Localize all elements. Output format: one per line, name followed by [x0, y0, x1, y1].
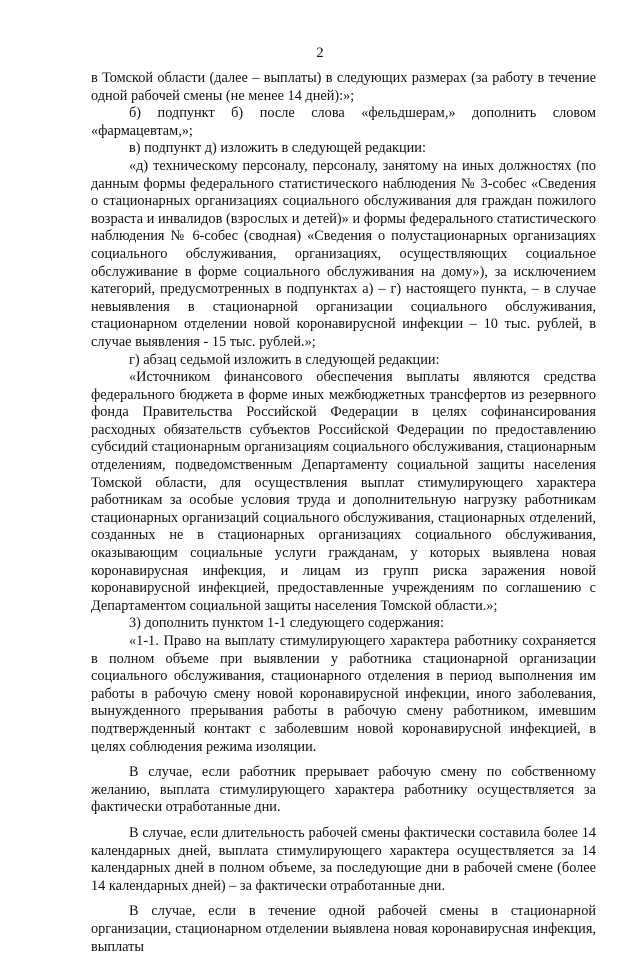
paragraph-quoted-subitem-d: «д) техническому персоналу, персоналу, занятому на иных должностях (по данным формы федерального статистического наблюдения № 3-собес «Сведения о стационарных организациях социального обслуживания для граждан пожилого возраста и инвалидов (взрослых и детей)» и формы федерального статистического наблюдения № 6-собес (сводная) «Сведения о полустационарных организациях социального обслуживания, организациях, осуществляющих социальное обслуживание в форме социального обслуживания на дому»), за исключением категорий, предусмотренных в подпунктах а) – г) настоящего пункта, – в случае невыявления в стационарной организации социального обслуживания, стационарном отделении новой коронавирусной инфекции – 10 тыс. рублей, в случае выявления - 15 тыс. рублей.»; [91, 157, 596, 350]
paragraph-item-3: 3) дополнить пунктом 1-1 следующего содержания: [129, 615, 444, 632]
paragraph-clause-1-1: «1-1. Право на выплату стимулирующего характера работнику сохраняется в полном объеме при выявлении у работника стационарной организации социального обслуживания, стационарного отделения в период выполнения им работы в рабочую смену новой коронавирусной инфекции, иного заболевания, вынужденного прерывания работы в рабочую смену работником, имевшим подтвержденный контакт с заболевшим новой коронавирусной инфекцией, в целях соблюдения режима изоляции. [91, 633, 596, 755]
paragraph-infection-detected: В случае, если в течение одной рабочей смены в стационарной организации, стационарном отделении выявлена новая коронавирусная инфекция, выплаты [91, 903, 596, 955]
paragraph-subitem-b: б) подпункт б) после слова «фельдшерам,» дополнить словом «фармацевтам,»; [91, 105, 596, 139]
page-number: 2 [316, 45, 324, 61]
document-body [91, 70, 596, 956]
paragraph-continuation: в Томской области (далее – выплаты) в следующих размерах (за работу в течение одной рабочей смены (не менее 14 дней):»; [91, 70, 596, 104]
paragraph-funding-source: «Источником финансового обеспечения выплаты являются средства федерального бюджета в форме иных межбюджетных трансфертов из резервного фонда Правительства Российской Федерации в целях софинансирования расходных обязательств субъектов Российской Федерации по предоставлению субсидий стационарным организациям социального обслуживания, стационарным отделениям, подведомственным Департаменту социальной защиты населения Томской области, для осуществления выплат стимулирующего характера работникам за особые условия труда и дополнительную нагрузку работникам стационарных организаций социального обслуживания, стационарных отделений, созданных не в стационарных организациях социального обслуживания, оказывающим социальные услуги гражданам, у которых выявлена новая коронавирусная инфекция, и лицам из групп риска заражения новой коронавирусной инфекцией, предоставленные учреждениям по соглашению с Департаментом социальной защиты населения Томской области.»; [91, 369, 596, 614]
paragraph-over-14-days: В случае, если длительность рабочей смены фактически составила более 14 календарных дней, выплата стимулирующего характера осуществляется за 14 календарных дней в полном объеме, за последующие дни в рабочей смене (более 14 календарных дней) – за фактически отработанные дни. [91, 824, 596, 894]
paragraph-own-wish: В случае, если работник прерывает рабочую смену по собственному желанию, выплата стимулирующего характера работнику осуществляется за фактически отработанные дни. [91, 764, 596, 816]
paragraph-subitem-g: г) абзац седьмой изложить в следующей редакции: [129, 351, 440, 368]
paragraph-subitem-v: в) подпункт д) изложить в следующей редакции: [129, 140, 426, 157]
